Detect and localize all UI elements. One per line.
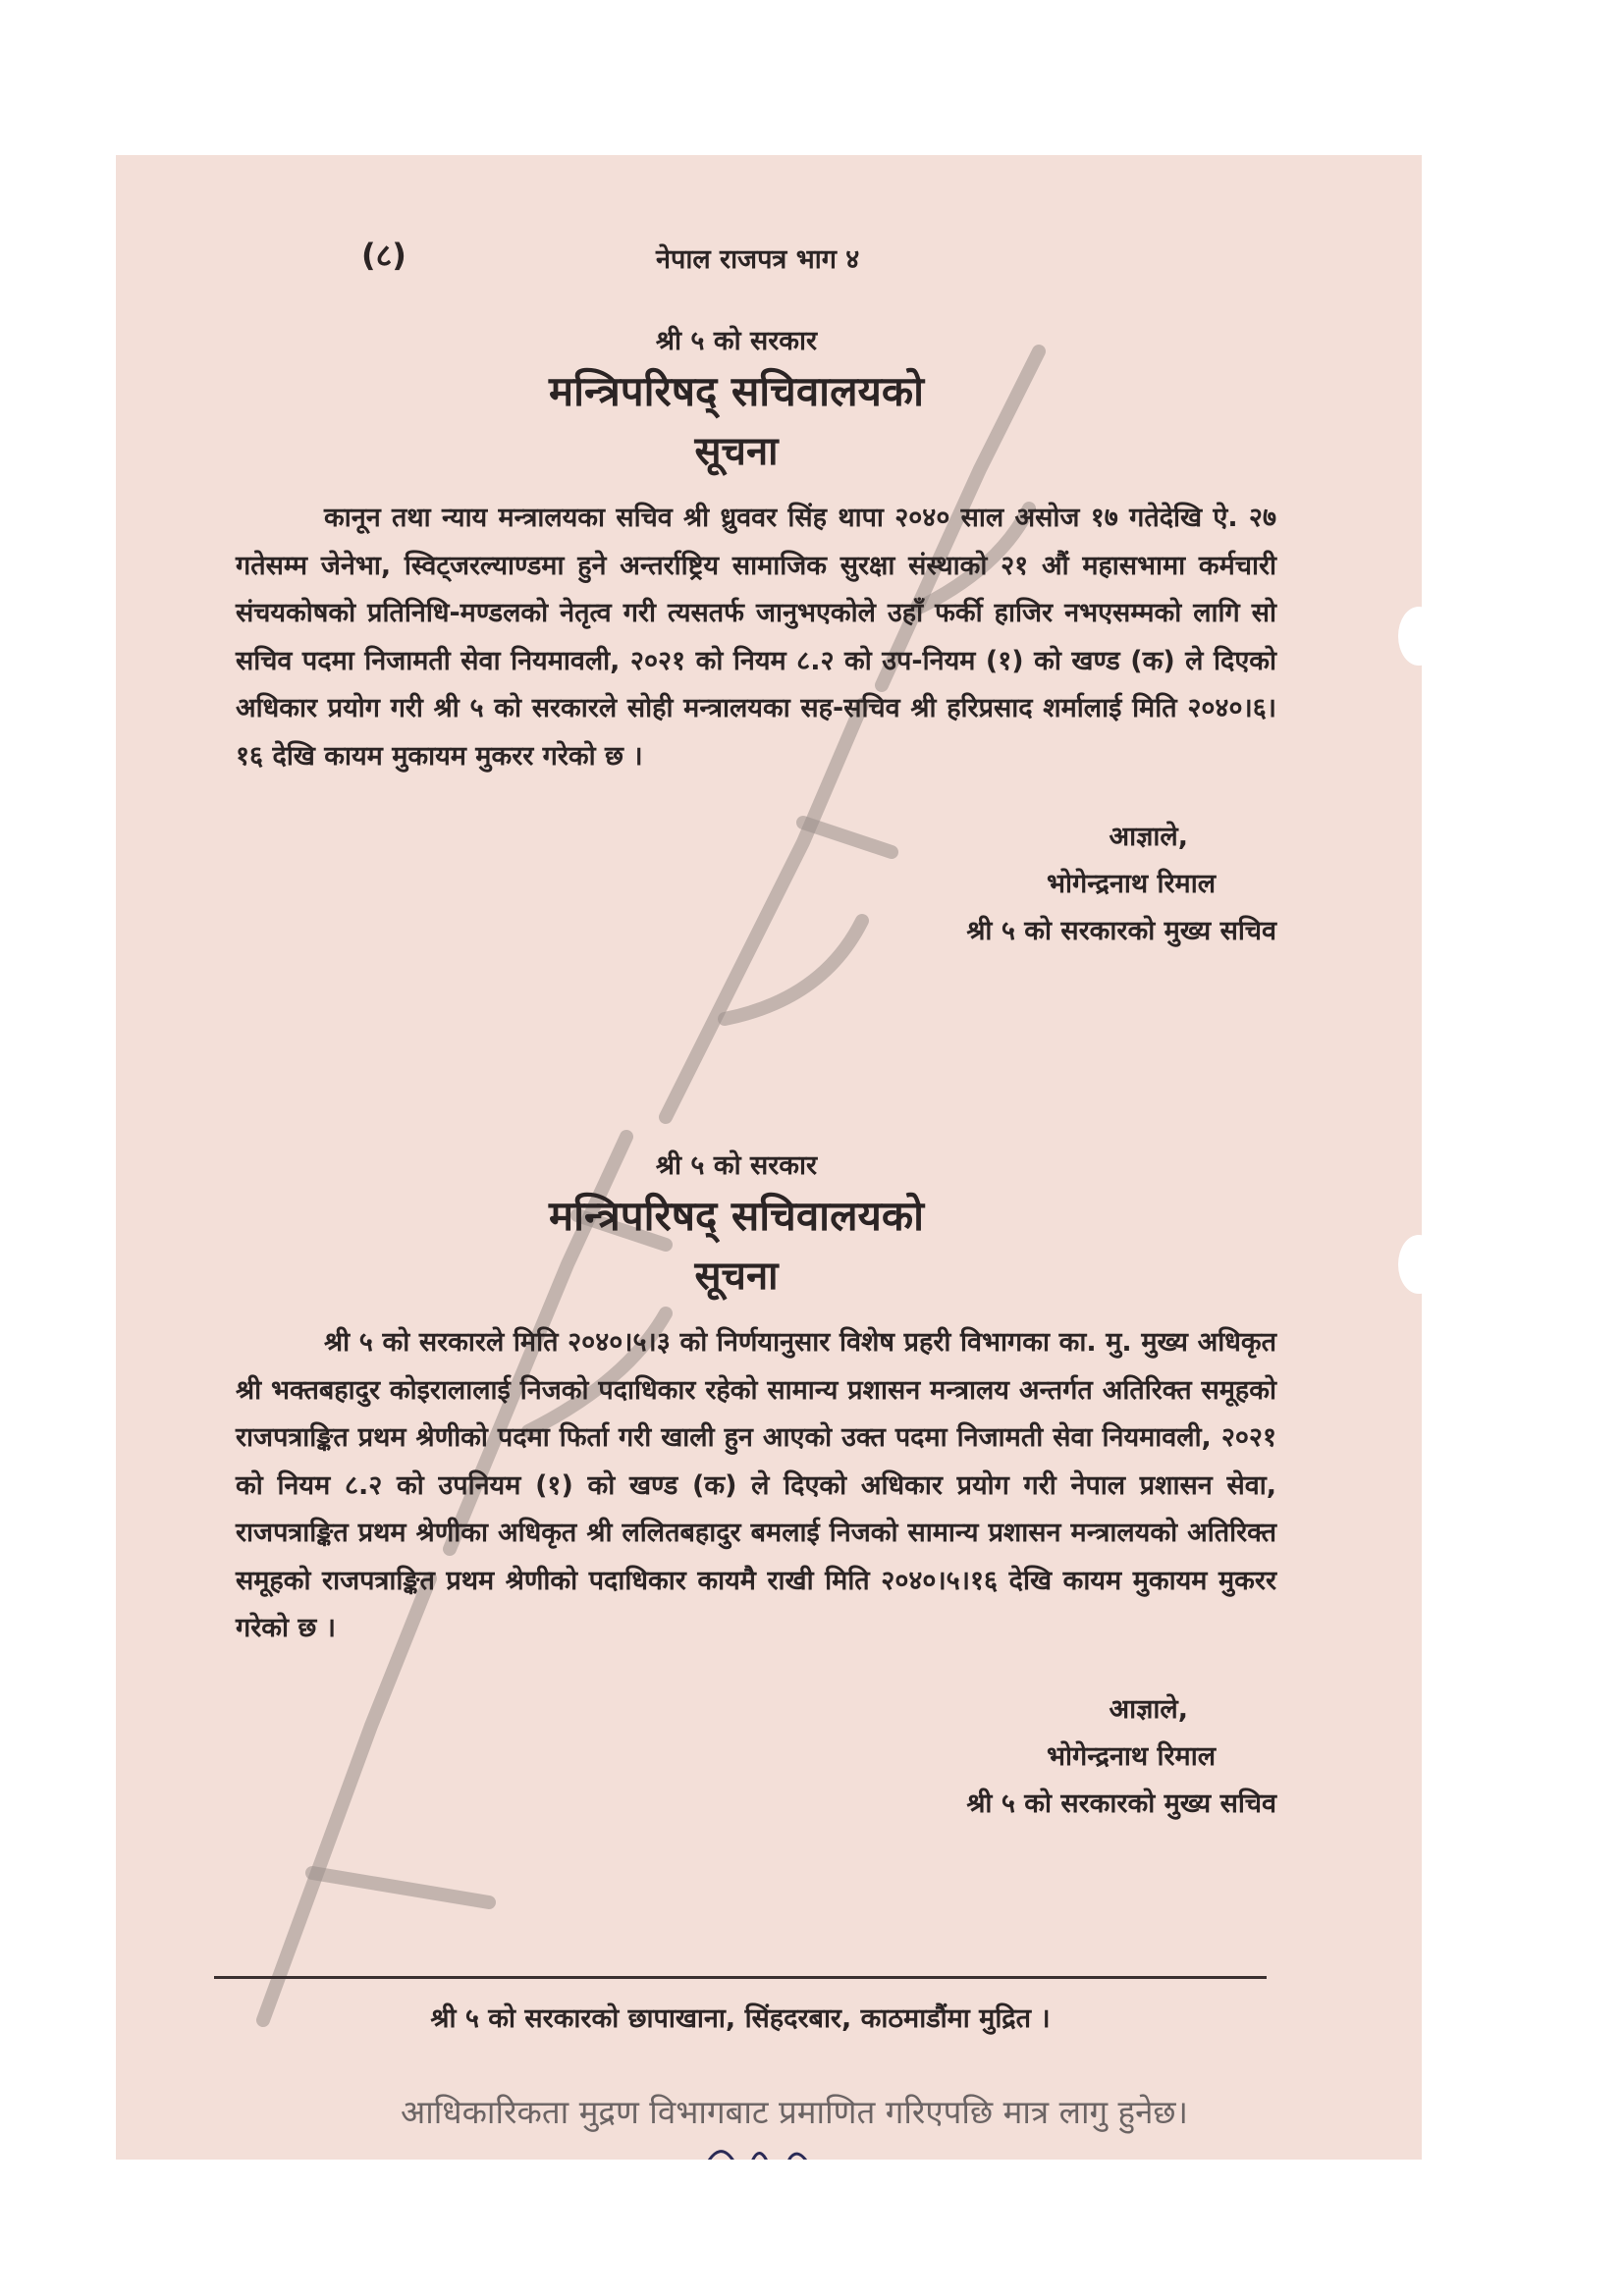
gazette-page (116, 155, 1422, 2160)
notice-government: श्री ५ को सरकार (655, 1150, 818, 1181)
notice-subject: सूचना (694, 1254, 779, 1299)
gazette-title: नेपाल राजपत्र भाग ४ (656, 244, 860, 275)
signoff-order: आज्ञाले, (1109, 822, 1188, 852)
notice-office: मन्त्रिपरिषद् सचिवालयको (548, 367, 925, 415)
signoff-title: श्री ५ को सरकारको मुख्य सचिव (966, 916, 1276, 946)
punch-hole (1398, 607, 1422, 666)
notice-government: श्री ५ को सरकार (655, 326, 818, 356)
notice-office: मन्त्रिपरिषद् सचिवालयको (548, 1192, 925, 1240)
verification-footer: आधिकारिकता मुद्रण विभागबाट प्रमाणित गरिएपछि मात्र लागु हुनेछ। (401, 2093, 1189, 2131)
page-number: (८) (361, 237, 406, 274)
page-header (361, 234, 1088, 283)
notice-body: श्री ५ को सरकारले मिति २०४०।५।३ को निर्णयानुसार विशेष प्रहरी विभागका का. मु. मुख्य अधिकृत श्री भक्तबहादुर कोइरालालाई निजको पदाधिकार रहेको सामान्य प्रशासन मन्त्रालय अन्तर्गत अतिरिक्त समूहको राजपत्राङ्कित प्रथम श्रेणीको पदमा फिर्ता गरी खाली हुन आएको उक्त पदमा निजामती सेवा नियमावली, २०२१ को नियम ८.२ को उपनियम (१) को खण्ड (क) ले दिएको अधिकार प्रयोग गरी नेपाल प्रशासन सेवा, राजपत्राङ्कित प्रथम श्रेणीका अधिकृत श्री ललितबहादुर बमलाई निजको सामान्य प्रशासन मन्त्रालयको अतिरिक्त समूहको राजपत्राङ्कित प्रथम श्रेणीको पदाधिकार कायमै राखी मिति २०४०।५।१६ देखि कायम मुकायम मुकरर गरेको छ । (236, 1327, 1276, 1643)
notice-2 (236, 1147, 1276, 1828)
notice-body: कानून तथा न्याय मन्त्रालयका सचिव श्री ध्रुववर सिंह थापा २०४० साल असोज १७ गतेदेखि ऐ. २७ गतेसम्म जेनेभा, स्विट्जरल्याण्डमा हुने अन्तर्राष्ट्रिय सामाजिक सुरक्षा संस्थाको २१ औं महासभामा कर्मचारी संचयकोषको प्रतिनिधि-मण्डलको नेतृत्व गरी त्यसतर्फ जानुभएकोले उहाँ फर्की हाजिर नभएसम्मको लागि सो सचिव पदमा निजामती सेवा नियमावली, २०२१ को नियम ८.२ को उप-नियम (१) को खण्ड (क) ले दिएको अधिकार प्रयोग गरी श्री ५ को सरकारले सोही मन्त्रालयका सह-सचिव श्री हरिप्रसाद शर्मालाई मिति २०४०।६।१६ देखि कायम मुकायम मुकरर गरेको छ । (236, 503, 1276, 772)
notice-1 (236, 322, 1276, 955)
signoff-name: भोगेन्द्रनाथ रिमाल (1047, 869, 1216, 899)
footer-divider (214, 1976, 1267, 1979)
notice-subject: सूचना (694, 429, 779, 474)
printer-line: श्री ५ को सरकारको छापाखाना, सिंहदरबार, काठमाडौंमा मुद्रित । (430, 2003, 1051, 2034)
signoff-order: आज्ञाले, (1109, 1693, 1188, 1725)
notice-signoff (236, 1686, 1276, 1828)
signoff-name: भोगेन्द्रनाथ रिमाल (1047, 1740, 1216, 1772)
notice-signoff (236, 814, 1276, 955)
signoff-title: श्री ५ को सरकारको मुख्य सचिव (966, 1788, 1276, 1819)
handwritten-mark (700, 2128, 847, 2160)
punch-hole (1398, 1235, 1422, 1294)
